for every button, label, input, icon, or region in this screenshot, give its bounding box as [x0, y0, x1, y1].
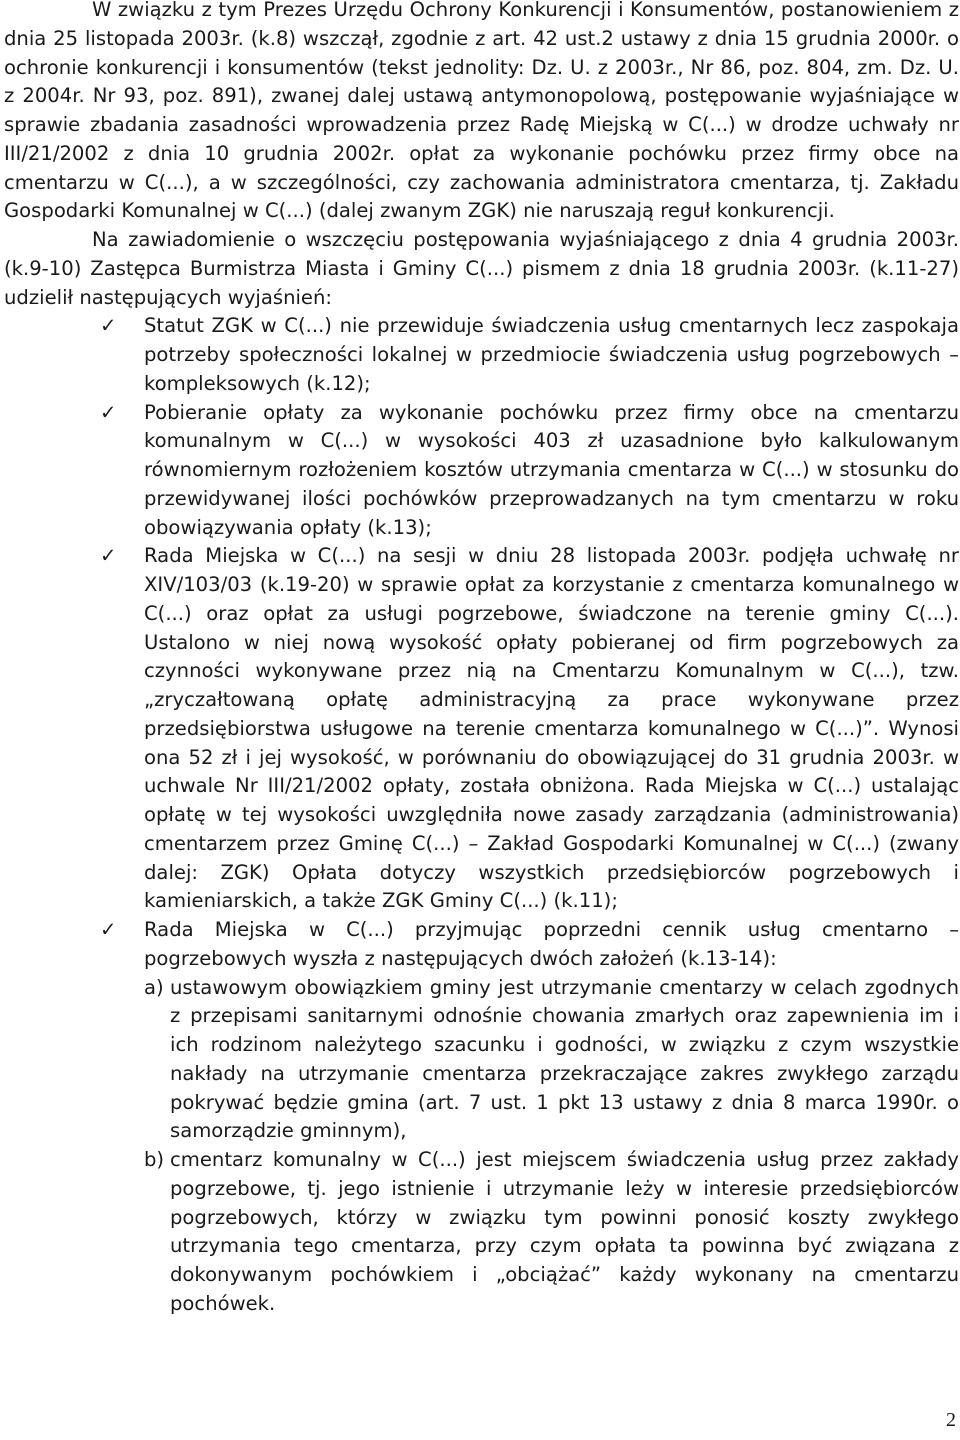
- sublist-marker: b): [144, 1148, 165, 1171]
- sublist-item-text: ustawowym obowiązkiem gminy jest utrzymanie cmentarzy w celach zgodnych z przepisami sanitarnymi odnośnie chowania zmarłych oraz zapewnienia im i ich rodzinom należytego szacunku i godności, w związku z czym wszystkie nakłady na utrzymanie cmentarza przekraczające zakres zwykłego zarządu pokrywać będzie gmina (art. 7 ust. 1 pkt 13 ustawy z dnia 8 marca 1990r. o samorządzie gminnym),: [170, 975, 959, 1143]
- checkmark-icon: ✓: [100, 918, 117, 941]
- checkmark-icon: ✓: [100, 314, 117, 338]
- checklist-item: [4, 916, 959, 1319]
- sublist-marker: a): [144, 975, 164, 999]
- checkmark-icon: ✓: [100, 544, 117, 568]
- sublist-item-b: [144, 1146, 959, 1319]
- checklist-item: [4, 312, 959, 398]
- sublist-item-text: cmentarz komunalny w C(...) jest miejscem świadczenia usług przez zakłady pogrzebowe, tj. jego istnienie i utrzymanie leży w interesie przedsiębiorców pogrzebowych, którzy w związku tym powinni ponosić koszty zwykłego utrzymania tego cmentarza, przy czym opłata ta powinna być związana z dokonywanym pochówkiem i „obciążać” każdy wykonany na cmentarzu pochówek.: [170, 1148, 959, 1315]
- sublist-item-a: [144, 974, 959, 1147]
- checklist-item-text: Pobieranie opłaty za wykonanie pochówku przez firmy obce na cmentarzu komunalnym w C(...) w wysokości 403 zł uzasadnione było kalkulowanym równomiernym rozłożeniem kosztów utrzymania cmentarza w C(...) w stosunku do przewidywanej ilości pochówków przeprowadzanych na tym cmentarzu w roku obowiązywania opłaty (k.13);: [144, 400, 959, 539]
- document-page: [4, 0, 959, 1319]
- checklist-item-text: Statut ZGK w C(...) nie przewiduje świadczenia usług cmentarnych lecz zaspokaja potrzeby społeczności lokalnej w przedmiocie świadczenia usług pogrzebowych – kompleksowych (k.12);: [144, 314, 959, 395]
- explanations-checklist: [4, 312, 959, 1318]
- checklist-item: [4, 542, 959, 916]
- page-number: 2: [946, 1409, 956, 1431]
- explanation-paragraph: Na zawiadomienie o wszczęciu postępowania wyjaśniającego z dnia 4 grudnia 2003r. (k.9-10) Zastępca Burmistrza Miasta i Gminy C(...) pismem z dnia 18 grudnia 2003r. (k.11-27) udzielił następujących wyjaśnień:: [4, 228, 959, 309]
- checklist-item: [4, 399, 959, 543]
- checklist-item-text: Rada Miejska w C(...) przyjmując poprzedni cennik usług cmentarno – pogrzebowych wyszła z następujących dwóch założeń (k.13-14):: [144, 918, 959, 970]
- assumptions-sublist: [144, 974, 959, 1319]
- checklist-item-text: Rada Miejska w C(...) na sesji w dniu 28 listopada 2003r. podjęła uchwałę nr XIV/103/03 (k.19-20) w sprawie opłat za korzystanie z cmentarza komunalnego w C(...) oraz opłat za usługi pogrzebowe, świadczone na terenie gminy C(...). Ustalono w niej nową wysokość opłaty pobieranej od firm pogrzebowych za czynności wykonywane przez nią na Cmentarzu Komunalnym w C(...), tzw. „zryczałtowaną opłatę administracyjną za prace wykonywane przez przedsiębiorstwa usługowe na terenie cmentarza komunalnego w C(...)”. Wynosi ona 52 zł i jej wysokość, w porównaniu do obowiązującej do 31 grudnia 2003r. w uchwale Nr III/21/2002 opłaty, została obniżona. Rada Miejska w C(...) ustalając opłatę w tej wysokości uwzględniła nowe zasady zarządzania (administrowania) cmentarzem przez Gminę C(...) – Zakład Gospodarki Komunalnej w C(...) (zwany dalej: ZGK) Opłata dotyczy wszystkich przedsiębiorców pogrzebowych i kamieniarskich, a także ZGK Gminy C(...) (k.11);: [144, 544, 959, 913]
- checkmark-icon: ✓: [100, 400, 117, 424]
- intro-paragraph: W związku z tym Prezes Urzędu Ochrony Konkurencji i Konsumentów, postanowieniem z dnia 25 listopada 2003r. (k.8) wszczął, zgodnie z art. 42 ust.2 ustawy z dnia 15 grudnia 2000r. o ochronie konkurencji i konsumentów (tekst jednolity: Dz. U. z 2003r., Nr 86, poz. 804, zm. Dz. U. z 2004r. Nr 93, poz. 891), zwanej dalej ustawą antymonopolową, postępowanie wyjaśniające w sprawie zbadania zasadności wprowadzenia przez Radę Miejską w C(...) w drodze uchwały nr III/21/2002 z dnia 10 grudnia 2002r. opłat za wykonanie pochówku przez firmy obce na cmentarzu w C(...), a w szczególności, czy zachowania administratora cmentarza, tj. Zakładu Gospodarki Komunalnej w C(...) (dalej zwanym ZGK) nie naruszają reguł konkurencji.: [4, 0, 959, 223]
